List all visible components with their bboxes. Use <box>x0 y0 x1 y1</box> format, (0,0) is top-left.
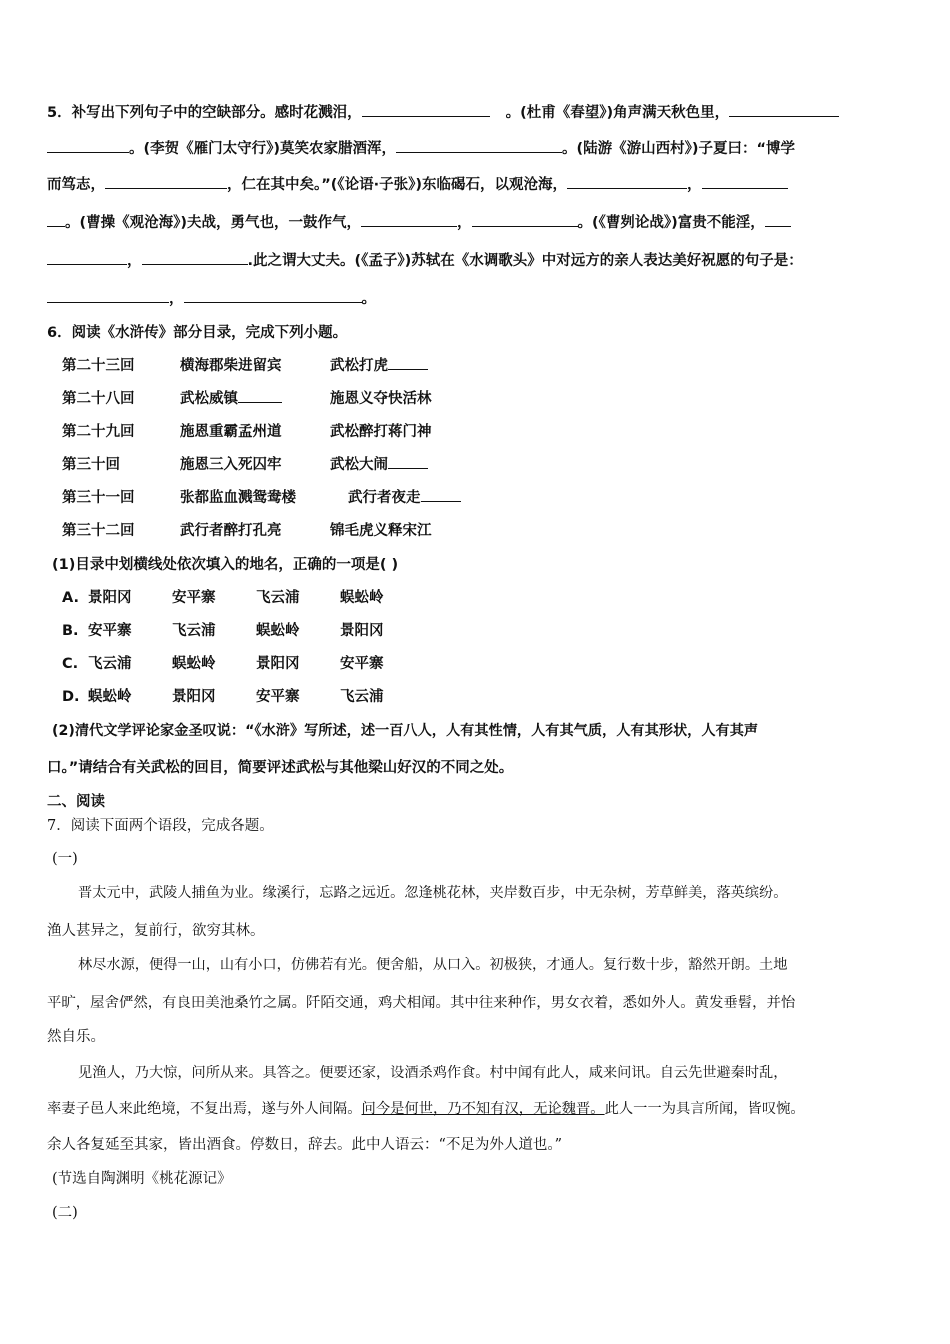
option-item: 飞云浦 <box>88 656 132 672</box>
answer-blank[interactable] <box>729 102 839 117</box>
option-item: 蜈蚣岭 <box>172 656 216 672</box>
toc-chapter: 第三十回 <box>62 457 120 473</box>
answer-blank[interactable] <box>105 174 227 189</box>
part-label-1: (一) <box>52 851 78 867</box>
answer-blank[interactable] <box>47 212 65 227</box>
part-label-2: (二) <box>52 1205 78 1221</box>
toc-title-b <box>348 487 461 509</box>
toc-title-a: 施恩三入死囚牢 <box>180 457 282 473</box>
q7-title: 7．阅读下面两个语段，完成各题。 <box>47 818 274 834</box>
option-item: 景阳冈 <box>88 590 132 606</box>
option-item: 蜈蚣岭 <box>88 689 132 705</box>
answer-blank[interactable] <box>765 212 791 227</box>
q5-text: 而笃志， <box>47 177 105 193</box>
option-item: 飞云浦 <box>256 590 300 606</box>
toc-chapter: 第三十二回 <box>62 523 135 539</box>
q5-text: 。(曹操《观沧海》)夫战，勇气也，一鼓作气， <box>65 215 362 231</box>
toc-chapter: 第二十三回 <box>62 358 135 374</box>
option-item: 飞云浦 <box>172 623 216 639</box>
option-label: C. <box>62 656 79 672</box>
q5-text: 。(李贺《雁门太守行》)莫笑农家腊酒浑， <box>129 141 397 157</box>
option-label: B. <box>62 623 79 639</box>
toc-title-b-text: 武松大闹 <box>330 457 388 473</box>
answer-blank[interactable] <box>421 487 461 502</box>
answer-blank[interactable] <box>388 454 428 469</box>
answer-blank[interactable] <box>472 212 578 227</box>
option-item: 景阳冈 <box>172 689 216 705</box>
toc-title-a: 横海郡柴进留宾 <box>180 358 282 374</box>
q5-text: 。 <box>361 291 376 307</box>
answer-blank[interactable] <box>361 212 457 227</box>
q6-sub2-line-2: 口。”请结合有关武松的回目，简要评述武松与其他梁山好汉的不同之处。 <box>47 760 514 776</box>
option-item: 景阳冈 <box>340 623 384 639</box>
passage-line: 林尽水源，便得一山，山有小口，仿佛若有光。便舍船，从口入。初极狭，才通人。复行数十步，豁然开朗。土地 <box>78 957 788 973</box>
option-item: 景阳冈 <box>256 656 300 672</box>
passage-line: 然自乐。 <box>47 1029 105 1045</box>
answer-blank[interactable] <box>47 288 169 303</box>
q5-text: ，仁在其中矣。”(《论语·子张》)东临碣石，以观沧海， <box>227 177 568 193</box>
option-item: 安平寨 <box>172 590 216 606</box>
q5-line-3 <box>47 174 788 196</box>
passage-line: 渔人甚异之，复前行，欲穷其林。 <box>47 923 265 939</box>
q5-line-2 <box>47 138 795 160</box>
answer-blank[interactable] <box>388 355 428 370</box>
q5-text: 5．补写出下列句子中的空缺部分。感时花溅泪， <box>47 105 362 121</box>
section-heading: 二、阅读 <box>47 794 105 810</box>
option-item: 蜈蚣岭 <box>340 590 384 606</box>
q5-line-6 <box>47 288 376 310</box>
passage-text: 此人一一为具言所闻，皆叹惋。 <box>604 1101 805 1117</box>
toc-chapter: 第二十八回 <box>62 391 135 407</box>
toc-title-a: 施恩重霸孟州道 <box>180 424 282 440</box>
answer-blank[interactable] <box>702 174 788 189</box>
option-item: 安平寨 <box>256 689 300 705</box>
toc-chapter: 第三十一回 <box>62 490 135 506</box>
q5-text: 。(杜甫《春望》)角声满天秋色里， <box>505 105 730 121</box>
option-label: D. <box>62 689 80 705</box>
answer-blank[interactable] <box>238 388 282 403</box>
q5-text: .此之谓大丈夫。(《孟子》)苏轼在《水调歌头》中对远方的亲人表达美好祝愿的句子是： <box>247 253 803 269</box>
passage-line <box>47 1098 805 1120</box>
toc-title-a <box>180 388 282 410</box>
q5-text: 。(《曹刿论战》)富贵不能淫， <box>577 215 765 231</box>
passage-line: 晋太元中，武陵人捕鱼为业。缘溪行，忘路之远近。忽逢桃花林，夹岸数百步，中无杂树，芳草鲜美，落英缤纷。 <box>78 885 788 901</box>
passage-line: 余人各复延至其家，皆出酒食。停数日，辞去。此中人语云：“不足为外人道也。” <box>47 1137 563 1153</box>
option-item: 蜈蚣岭 <box>256 623 300 639</box>
toc-title-b: 武松醉打蒋门神 <box>330 424 432 440</box>
toc-title-a: 武行者醉打孔亮 <box>180 523 282 539</box>
q5-line-4 <box>47 212 791 234</box>
passage-line: 见渔人，乃大惊，问所从来。具答之。便要还家，设酒杀鸡作食。村中闻有此人，咸来问讯。自云先世避秦时乱， <box>78 1065 788 1081</box>
passage-text: 率妻子邑人来此绝境，不复出焉，遂与外人间隔。 <box>47 1101 362 1117</box>
toc-title-b-text: 武松打虎 <box>330 358 388 374</box>
q5-line-5 <box>47 250 803 272</box>
q5-text: ， <box>169 291 184 307</box>
toc-title-b <box>330 355 428 377</box>
toc-title-b: 施恩义夺快活林 <box>330 391 432 407</box>
toc-title-b <box>330 454 428 476</box>
passage-source: (节选自陶渊明《桃花源记》 <box>52 1171 232 1187</box>
option-item: 安平寨 <box>88 623 132 639</box>
answer-blank[interactable] <box>362 102 490 117</box>
q5-text: ， <box>127 253 142 269</box>
answer-blank[interactable] <box>567 174 687 189</box>
answer-blank[interactable] <box>47 250 127 265</box>
q6-title: 6．阅读《水浒传》部分目录，完成下列小题。 <box>47 325 348 341</box>
option-item: 安平寨 <box>340 656 384 672</box>
toc-title-b-text: 武行者夜走 <box>348 490 421 506</box>
passage-line: 平旷，屋舍俨然，有良田美池桑竹之属。阡陌交通，鸡犬相闻。其中往来种作，男女衣着，悉如外人。黄发垂髫，并怡 <box>47 995 796 1011</box>
option-item: 飞云浦 <box>340 689 384 705</box>
answer-blank[interactable] <box>184 288 362 303</box>
q6-sub2-line-1: (2)清代文学评论家金圣叹说：“《水浒》写所述，述一百八人，人有其性情，人有其气质，人有其形状，人有其声 <box>52 723 759 739</box>
q5-text: ， <box>457 215 472 231</box>
toc-title-a: 张都监血溅鸳鸯楼 <box>180 490 296 506</box>
q5-text: ， <box>687 177 702 193</box>
q5-line-1 <box>47 102 839 124</box>
answer-blank[interactable] <box>47 138 129 153</box>
toc-chapter: 第二十九回 <box>62 424 135 440</box>
q6-sub1: (1)目录中划横线处依次填入的地名，正确的一项是( ) <box>52 557 399 573</box>
toc-title-a-text: 武松威镇 <box>180 391 238 407</box>
answer-blank[interactable] <box>142 250 248 265</box>
q5-text: 。(陆游《游山西村》)子夏曰：“博学 <box>562 141 796 157</box>
underlined-sentence: 问今是何世，乃不知有汉，无论魏晋。 <box>361 1101 605 1117</box>
answer-blank[interactable] <box>396 138 562 153</box>
toc-title-b: 锦毛虎义释宋江 <box>330 523 432 539</box>
option-label: A. <box>62 590 79 606</box>
